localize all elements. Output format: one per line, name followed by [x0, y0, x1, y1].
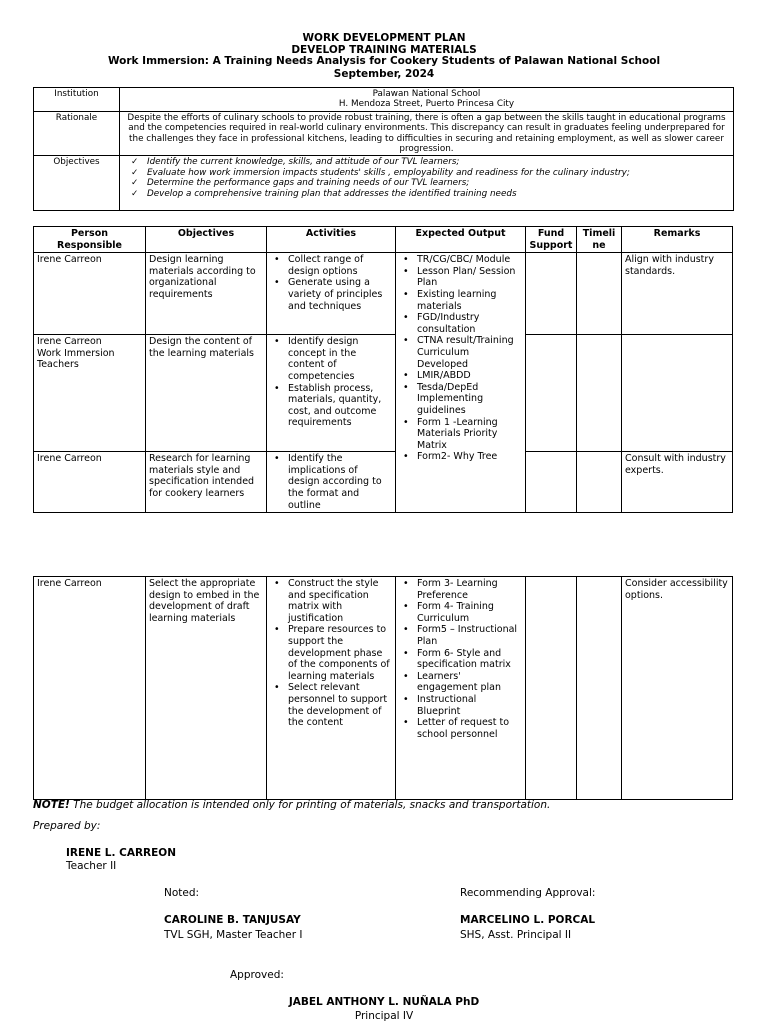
activities-list	[270, 453, 392, 511]
header-expected-output: Expected Output	[396, 227, 526, 253]
activity-item: • Collect range of design options	[288, 254, 392, 277]
activity-item: • Identify design concept in the content of competencies	[288, 336, 392, 382]
table-row	[34, 253, 733, 335]
output-item: • Instructional Blueprint	[417, 694, 522, 717]
activities-cell	[267, 577, 396, 800]
fund-support-cell	[526, 452, 577, 513]
plan-table	[33, 226, 733, 513]
header-timeline-part: ne	[592, 239, 606, 251]
document-subtitle: DEVELOP TRAINING MATERIALS	[291, 44, 477, 56]
header-objectives: Objectives	[146, 227, 267, 253]
table-row	[34, 452, 733, 513]
person-name: Irene Carreon	[37, 336, 102, 348]
budget-note	[33, 799, 550, 811]
table-row	[34, 577, 733, 800]
prepared-by-label: Prepared by:	[33, 820, 101, 832]
rationale-label: Rationale	[34, 111, 120, 156]
objective-item: ✓ Determine the performance gaps and training needs of our TVL learners;	[147, 178, 730, 188]
output-item: • Existing learning materials	[417, 289, 522, 312]
info-table	[33, 87, 734, 211]
outputs-list	[399, 254, 522, 463]
noted-label: Noted:	[164, 887, 200, 899]
output-item: • Form 3- Learning Preference	[417, 578, 522, 601]
remarks-cell: Consider accessibility options.	[622, 577, 733, 800]
activity-item: • Identify the implications of design according to the format and outline	[288, 453, 392, 511]
rationale-text: Despite the efforts of culinary schools to provide robust training, there is often a gap between the skills taught in educational programs and the competencies required in real-world culinary environments. This discrepancy can result in graduates feeling underprepared for the challenges they face in professional kitchens, leading to difficulties in securing and retaining employment, as well as slower career progression.	[120, 111, 734, 156]
person-cell: Irene Carreon	[34, 253, 146, 335]
outputs-list	[399, 578, 522, 740]
approver-name: JABEL ANTHONY L. NUÑALA PhD	[288, 996, 480, 1008]
institution-cell	[120, 88, 734, 112]
objective-cell: Design learning materials according to organizational requirements	[146, 253, 267, 335]
output-item: • Form 4- Training Curriculum	[417, 601, 522, 624]
note-text: The budget allocation is intended only for printing of materials, snacks and transportation.	[69, 799, 551, 811]
objective-item: ✓ Evaluate how work immersion impacts students' skills , employability and readiness for the culinary industry;	[147, 168, 730, 178]
header-timeline-part: Timeli	[582, 228, 616, 239]
output-item: • Learners' engagement plan	[417, 671, 522, 694]
remarks-cell: Align with industry standards.	[622, 253, 733, 335]
objectives-label: Objectives	[34, 156, 120, 211]
header-fund-support: Fund Support	[526, 227, 577, 253]
expected-output-cell	[396, 577, 526, 800]
timeline-cell	[577, 335, 622, 452]
activities-cell	[267, 253, 396, 335]
note-label: NOTE!	[33, 799, 70, 811]
activity-item: • Select relevant personnel to support the development of the content	[288, 682, 392, 728]
remarks-cell	[622, 335, 733, 452]
activities-cell	[267, 335, 396, 452]
activity-item: • Prepare resources to support the development phase of the components of learning materials	[288, 624, 392, 682]
recommending-label: Recommending Approval:	[460, 887, 596, 899]
fund-support-cell	[526, 253, 577, 335]
objective-item: ✓ Identify the current knowledge, skills, and attitude of our TVL learners;	[147, 157, 730, 167]
output-item: • Form 6- Style and specification matrix	[417, 648, 522, 671]
person-cell: Irene Carreon	[34, 452, 146, 513]
person-name: Work Immersion Teachers	[37, 347, 115, 371]
activity-item: • Establish process, materials, quantity, cost, and outcome requirements	[288, 383, 392, 429]
objective-cell: Select the appropriate design to embed in the development of draft learning materials	[146, 577, 267, 800]
output-item: • Letter of request to school personnel	[417, 717, 522, 740]
document-title: WORK DEVELOPMENT PLAN	[302, 32, 466, 44]
output-item: • FGD/Industry consultation	[417, 312, 522, 335]
header-timeline	[577, 227, 622, 253]
person-cell: Irene Carreon	[34, 577, 146, 800]
output-item: • Form 1 -Learning Materials Priority Matrix	[417, 417, 522, 452]
person-cell	[34, 335, 146, 452]
header-person-responsible: Person Responsible	[34, 227, 146, 253]
timeline-cell	[577, 452, 622, 513]
activities-list	[270, 254, 392, 312]
objectives-cell	[120, 156, 734, 211]
activity-item: • Construct the style and specification matrix with justification	[288, 578, 392, 624]
timeline-cell	[577, 577, 622, 800]
header-remarks: Remarks	[622, 227, 733, 253]
timeline-cell	[577, 253, 622, 335]
institution-address: H. Mendoza Street, Puerto Princesa City	[338, 99, 515, 110]
output-item: • Form5 – Instructional Plan	[417, 624, 522, 647]
institution-label: Institution	[34, 88, 120, 112]
fund-support-cell	[526, 577, 577, 800]
objective-cell: Research for learning materials style and specification intended for cookery learners	[146, 452, 267, 513]
noted-name: CAROLINE B. TANJUSAY	[164, 914, 301, 926]
remarks-cell: Consult with industry experts.	[622, 452, 733, 513]
activity-item: • Generate using a variety of principles and techniques	[288, 277, 392, 312]
table-row	[34, 335, 733, 452]
approved-label: Approved:	[230, 969, 284, 981]
expected-output-cell	[396, 253, 526, 513]
study-title: Work Immersion: A Training Needs Analysis for Cookery Students of Palawan National School	[107, 55, 661, 67]
objective-item: ✓ Develop a comprehensive training plan that addresses the identified training needs	[147, 189, 730, 199]
output-item: • Tesda/DepEd Implementing guidelines	[417, 382, 522, 417]
preparer-name: IRENE L. CARREON	[66, 847, 177, 859]
fund-support-cell	[526, 335, 577, 452]
header-activities: Activities	[267, 227, 396, 253]
activities-list	[270, 578, 392, 729]
output-item: • TR/CG/CBC/ Module	[417, 254, 522, 266]
output-item: • Lesson Plan/ Session Plan	[417, 266, 522, 289]
objective-cell: Design the content of the learning materials	[146, 335, 267, 452]
output-item: • LMIR/ABDD	[417, 370, 522, 382]
output-item: • CTNA result/Training Curriculum Developed	[417, 335, 522, 370]
approver-title: Principal IV	[354, 1010, 414, 1022]
preparer-title: Teacher II	[66, 860, 117, 872]
output-item: • Form2- Why Tree	[417, 451, 522, 463]
document-date: September, 2024	[333, 68, 435, 80]
recommending-name: MARCELINO L. PORCAL	[460, 914, 596, 926]
objectives-list	[123, 157, 730, 199]
recommending-title: SHS, Asst. Principal II	[460, 929, 572, 941]
activities-list	[270, 336, 392, 429]
activities-cell	[267, 452, 396, 513]
institution-name: Palawan National School	[372, 89, 481, 99]
noted-title: TVL SGH, Master Teacher I	[164, 929, 303, 941]
plan-table-continued	[33, 576, 733, 800]
